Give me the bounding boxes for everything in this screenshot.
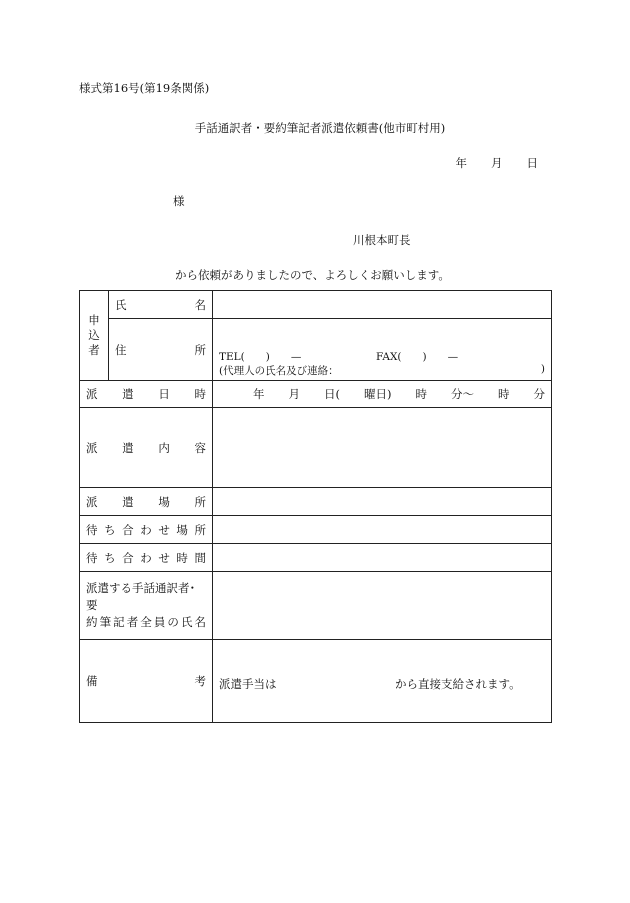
remarks-text-b: から直接支給されます。 bbox=[395, 677, 521, 691]
datetime-part: 月 bbox=[288, 387, 300, 401]
row-dispatch-place bbox=[80, 488, 552, 516]
label-char: ち bbox=[104, 550, 116, 565]
datetime-part: 曜日) bbox=[364, 387, 392, 401]
date-year: 年 bbox=[455, 156, 467, 170]
datetime-part: 日( bbox=[324, 387, 340, 401]
label-char: 容 bbox=[194, 440, 206, 455]
row-dispatch-datetime bbox=[80, 381, 552, 408]
label-char: 待 bbox=[86, 550, 98, 565]
label-char: 遣 bbox=[122, 440, 134, 455]
row-remarks bbox=[80, 640, 552, 723]
date-month: 月 bbox=[491, 156, 503, 170]
label-char: 場 bbox=[158, 494, 170, 509]
label-char: 氏 bbox=[180, 615, 193, 629]
request-form-table bbox=[79, 290, 552, 723]
label-char: 所 bbox=[194, 494, 206, 509]
label-char: 所 bbox=[194, 522, 206, 537]
applicant-char: 者 bbox=[88, 343, 100, 357]
address-field[interactable] bbox=[213, 319, 552, 381]
label-char: 全 bbox=[140, 615, 152, 629]
row-address bbox=[80, 319, 552, 381]
tel-field: TEL( ) — bbox=[219, 351, 302, 363]
label-char: せ bbox=[158, 522, 170, 537]
label-char: 合 bbox=[122, 550, 134, 565]
intro-text: から依頼がありましたので、よろしくお願いします。 bbox=[175, 268, 450, 282]
datetime-part: 分〜 bbox=[451, 387, 474, 401]
dispatch-datetime-label bbox=[80, 381, 213, 408]
label-char: 氏 bbox=[115, 297, 127, 312]
date-day: 日 bbox=[526, 156, 538, 170]
applicant-label bbox=[80, 291, 109, 381]
dispatch-datetime-field[interactable] bbox=[213, 381, 552, 408]
remarks-field[interactable] bbox=[213, 640, 552, 723]
label-char: 合 bbox=[122, 522, 134, 537]
label-char: 場 bbox=[176, 522, 188, 537]
meeting-time-label bbox=[80, 544, 213, 572]
interpreters-label-line1: 派遣する手話通訳者･要 bbox=[86, 581, 196, 612]
recipient-suffix: 様 bbox=[173, 194, 185, 208]
label-char: 住 bbox=[115, 342, 127, 357]
remarks-text-a: 派遣手当は bbox=[219, 677, 277, 691]
label-char: 時 bbox=[194, 387, 206, 401]
label-char: 名 bbox=[194, 297, 206, 312]
dispatch-content-field[interactable] bbox=[213, 408, 552, 488]
datetime-part: 時 bbox=[415, 387, 427, 401]
label-char: 時 bbox=[176, 550, 188, 565]
meeting-place-label bbox=[80, 516, 213, 544]
label-char: 遣 bbox=[122, 494, 134, 509]
label-char: 所 bbox=[194, 342, 206, 357]
label-char: の bbox=[167, 615, 179, 629]
label-char: 名 bbox=[194, 615, 206, 629]
row-dispatch-content bbox=[80, 408, 552, 488]
label-char: 派 bbox=[86, 440, 98, 455]
interpreters-field[interactable] bbox=[213, 572, 552, 640]
name-label bbox=[109, 291, 213, 319]
label-char: 間 bbox=[194, 550, 206, 565]
interpreters-label bbox=[80, 572, 213, 640]
sender-name: 川根本町長 bbox=[353, 233, 411, 247]
label-char: 待 bbox=[86, 522, 98, 537]
label-char: 日 bbox=[158, 387, 170, 401]
proxy-contact: (代理人の氏名及び連絡： bbox=[219, 365, 339, 377]
label-char: 筆 bbox=[99, 615, 112, 629]
meeting-place-field[interactable] bbox=[213, 516, 552, 544]
label-char: 派 bbox=[86, 494, 98, 509]
row-meeting-place bbox=[80, 516, 552, 544]
row-meeting-time bbox=[80, 544, 552, 572]
label-char: 考 bbox=[194, 674, 206, 688]
label-char: 派 bbox=[86, 387, 98, 401]
label-char: 内 bbox=[158, 440, 170, 455]
proxy-close: ) bbox=[540, 363, 545, 375]
label-char: ち bbox=[104, 522, 116, 537]
row-interpreters bbox=[80, 572, 552, 640]
label-char: 員 bbox=[153, 615, 166, 629]
datetime-part: 時 bbox=[498, 387, 510, 401]
meeting-time-field[interactable] bbox=[213, 544, 552, 572]
form-number: 様式第16号(第19条関係) bbox=[79, 81, 210, 95]
label-char: 者 bbox=[126, 615, 139, 629]
row-name bbox=[80, 291, 552, 319]
document-title: 手話通訳者・要約筆記者派遣依頼書(他市町村用) bbox=[194, 121, 446, 135]
date-line bbox=[432, 155, 539, 171]
datetime-part: 年 bbox=[253, 387, 265, 401]
label-char: 遣 bbox=[122, 387, 134, 401]
label-char: 約 bbox=[86, 615, 98, 629]
label-char: わ bbox=[140, 550, 152, 565]
applicant-char: 申 bbox=[88, 313, 100, 327]
name-field[interactable] bbox=[213, 291, 552, 319]
datetime-part: 分 bbox=[533, 387, 545, 401]
label-char: わ bbox=[140, 522, 152, 537]
address-label bbox=[109, 319, 213, 381]
dispatch-content-label bbox=[80, 408, 213, 488]
applicant-char: 込 bbox=[88, 328, 100, 342]
label-char: 備 bbox=[86, 674, 98, 688]
label-char: 記 bbox=[113, 615, 125, 629]
dispatch-place-label bbox=[80, 488, 213, 516]
dispatch-place-field[interactable] bbox=[213, 488, 552, 516]
remarks-label bbox=[80, 640, 213, 723]
fax-field: FAX( ) — bbox=[376, 351, 459, 363]
label-char: せ bbox=[158, 550, 170, 565]
